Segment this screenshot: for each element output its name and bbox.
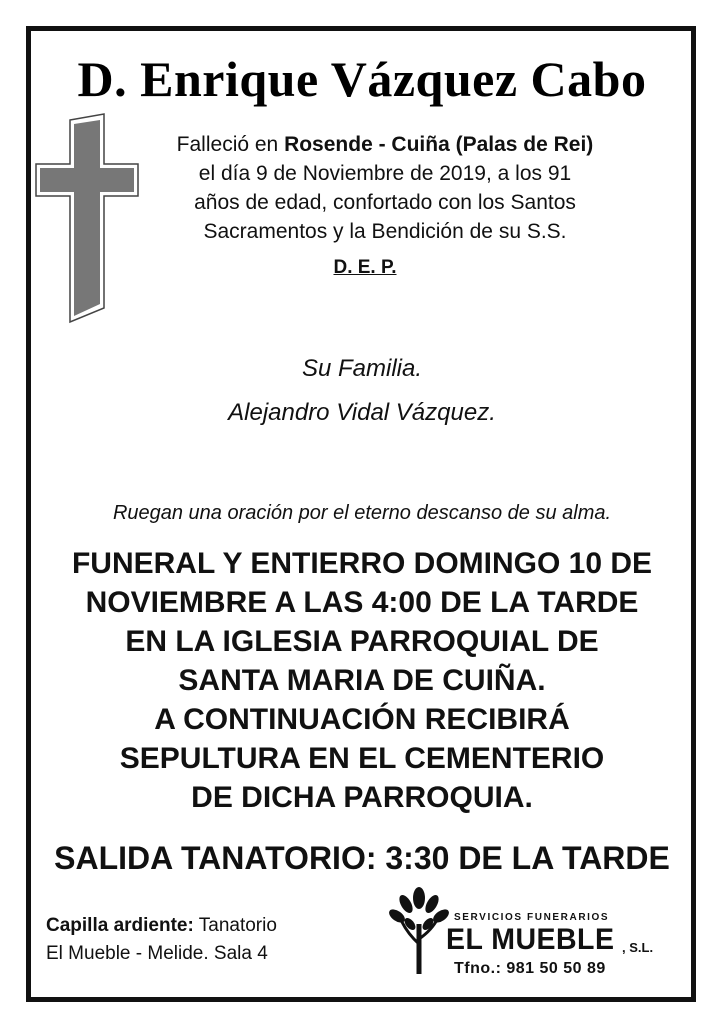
funeral-line: A CONTINUACIÓN RECIBIRÁ (154, 703, 570, 736)
logo-subtitle: SERVICIOS FUNERARIOS (454, 912, 610, 923)
funeral-line: EN LA IGLESIA PARROQUIAL DE (125, 625, 599, 658)
chapel-value: Tanatorio (193, 915, 277, 936)
funeral-details (0, 544, 724, 817)
funeral-line: NOVIEMBRE A LAS 4:00 DE LA TARDE (85, 586, 639, 619)
family-line-2: Alejandro Vidal Vázquez. (228, 399, 496, 426)
funeral-line: SANTA MARIA DE CUIÑA. (178, 664, 546, 697)
funeral-line: SEPULTURA EN EL CEMENTERIO (119, 742, 605, 775)
death-notice (150, 130, 620, 246)
tree-icon (388, 884, 450, 976)
dep-label: D. E. P. (333, 257, 397, 278)
logo-phone: Tfno.: 981 50 50 89 (454, 960, 606, 977)
deceased-name: D. Enrique Vázquez Cabo (77, 51, 647, 107)
family-line-1: Su Familia. (301, 355, 423, 382)
death-line-3: años de edad, confortado con los Santos (194, 191, 576, 214)
funeral-line: DE DICHA PARROQUIA. (191, 781, 533, 814)
chapel-label: Capilla ardiente: (46, 915, 194, 936)
funeral-home-logo (388, 884, 678, 984)
death-line-4: Sacramentos y la Bendición de su S.S. (203, 220, 567, 243)
death-place: Rosende - Cuiña (Palas de Rei) (284, 133, 594, 156)
funeral-line: FUNERAL Y ENTIERRO DOMINGO 10 DE (71, 547, 653, 580)
logo-suffix: , S.L. (622, 940, 654, 955)
chapel-line-1 (46, 912, 277, 940)
chapel-line-2: El Mueble - Melide. Sala 4 (46, 943, 268, 964)
cross-icon (32, 112, 142, 327)
prayer-text: Ruegan una oración por el eterno descanso de su alma. (112, 502, 612, 524)
departure-time: SALIDA TANATORIO: 3:30 DE LA TARDE (54, 840, 670, 876)
death-line-2: el día 9 de Noviembre de 2019, a los 91 (198, 162, 572, 185)
death-line-1: Falleció en Rosende - Cuiña (Palas de Rei) (176, 133, 594, 156)
logo-name: EL MUEBLE (446, 923, 615, 956)
chapel-info (46, 912, 277, 968)
